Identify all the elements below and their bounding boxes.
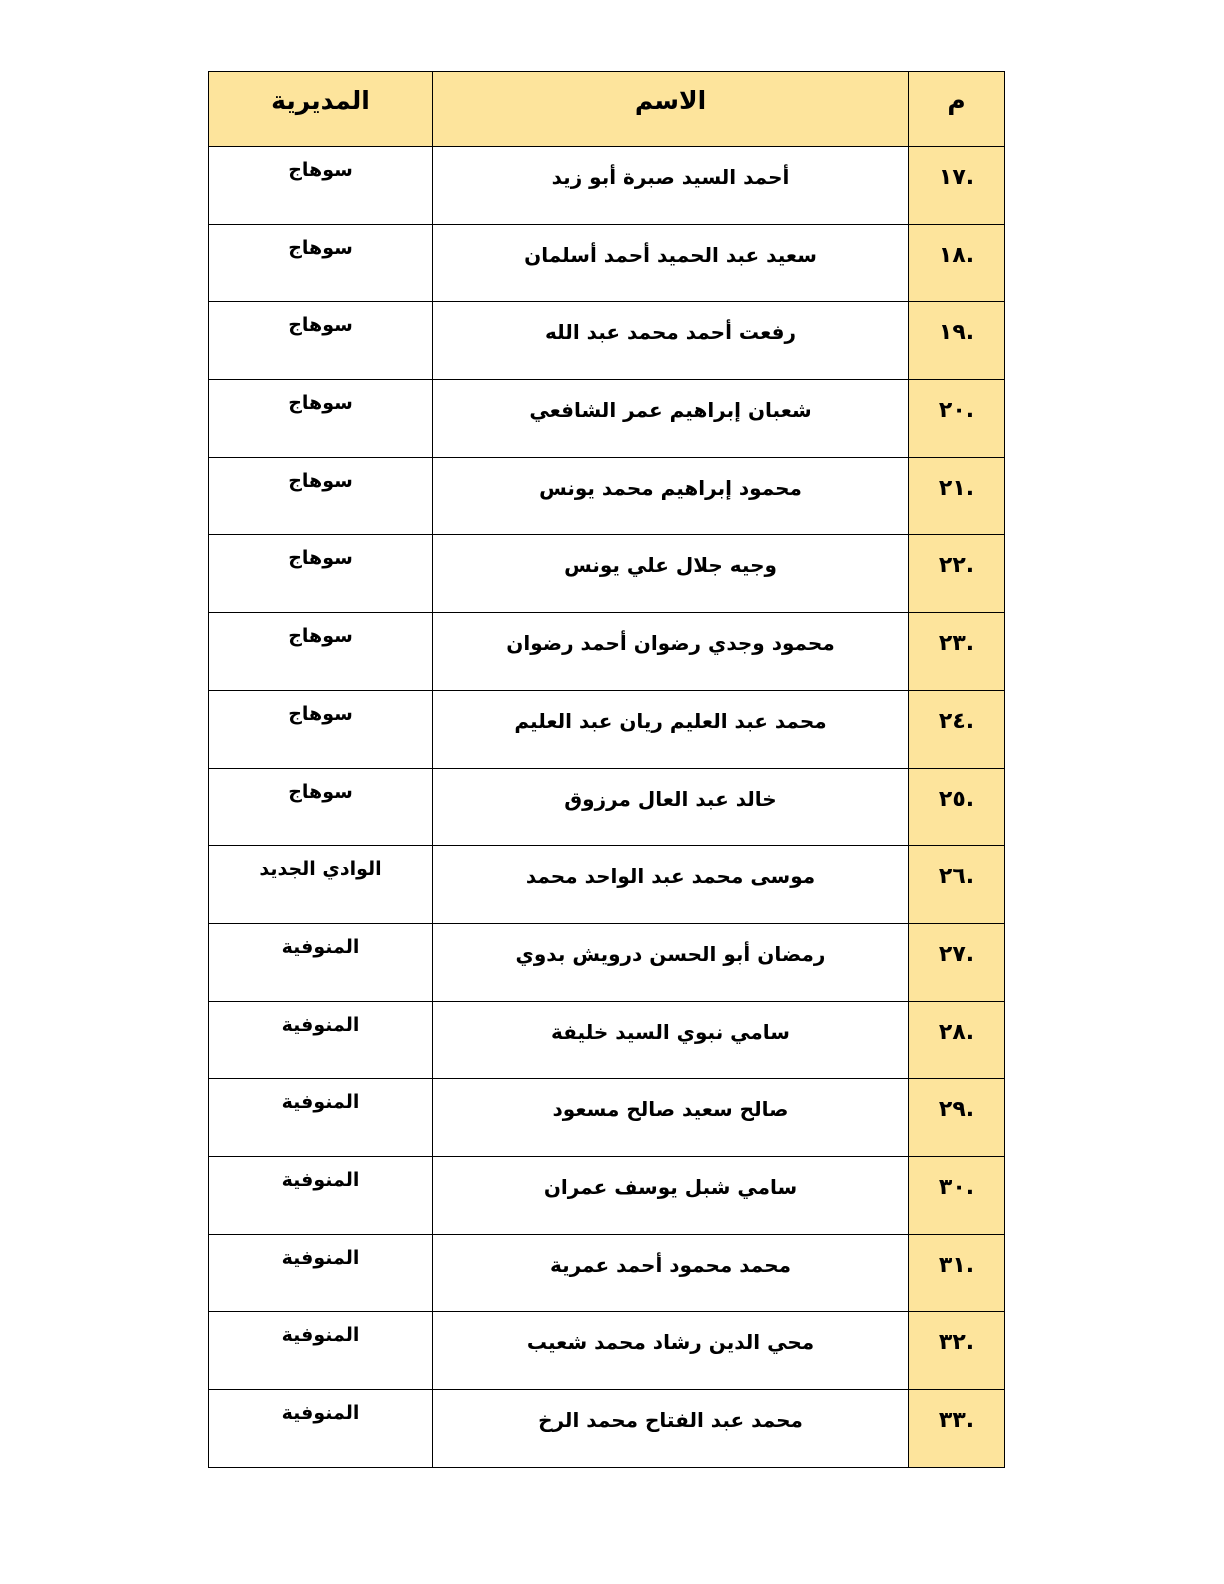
row-number: .١٩ xyxy=(909,302,1005,380)
row-department: المنوفية xyxy=(209,1079,433,1157)
table-row xyxy=(209,846,1005,924)
names-table-container xyxy=(208,71,1004,1468)
row-number: .٣٠ xyxy=(909,1156,1005,1234)
row-name: محمد عبد العليم ريان عبد العليم xyxy=(433,690,909,768)
row-name: شعبان إبراهيم عمر الشافعي xyxy=(433,380,909,458)
row-name: موسى محمد عبد الواحد محمد xyxy=(433,846,909,924)
row-number: .٢١ xyxy=(909,457,1005,535)
row-number: .٢٩ xyxy=(909,1079,1005,1157)
row-name: محي الدين رشاد محمد شعيب xyxy=(433,1312,909,1390)
table-row xyxy=(209,1312,1005,1390)
row-department: سوهاج xyxy=(209,302,433,380)
table-row xyxy=(209,1079,1005,1157)
table-header-row xyxy=(209,72,1005,147)
row-number: .١٨ xyxy=(909,224,1005,302)
row-number: .٢٧ xyxy=(909,923,1005,1001)
row-department: المنوفية xyxy=(209,1156,433,1234)
row-number: .٢٨ xyxy=(909,1001,1005,1079)
table-row xyxy=(209,224,1005,302)
table-row xyxy=(209,535,1005,613)
table-row xyxy=(209,1001,1005,1079)
row-name: أحمد السيد صبرة أبو زيد xyxy=(433,147,909,225)
row-department: سوهاج xyxy=(209,613,433,691)
row-department: سوهاج xyxy=(209,224,433,302)
row-name: صالح سعيد صالح مسعود xyxy=(433,1079,909,1157)
header-name: الاسم xyxy=(433,72,909,147)
table-row xyxy=(209,1234,1005,1312)
row-department: سوهاج xyxy=(209,690,433,768)
row-name: خالد عبد العال مرزوق xyxy=(433,768,909,846)
table-body xyxy=(209,147,1005,1468)
row-number: .٢٤ xyxy=(909,690,1005,768)
row-number: .٣٣ xyxy=(909,1390,1005,1468)
row-department: المنوفية xyxy=(209,1390,433,1468)
row-department: الوادي الجديد xyxy=(209,846,433,924)
table-row xyxy=(209,690,1005,768)
table-row xyxy=(209,768,1005,846)
row-number: .٢٢ xyxy=(909,535,1005,613)
row-department: سوهاج xyxy=(209,380,433,458)
table-row xyxy=(209,613,1005,691)
row-department: المنوفية xyxy=(209,1001,433,1079)
row-number: .٢٦ xyxy=(909,846,1005,924)
row-name: سامي نبوي السيد خليفة xyxy=(433,1001,909,1079)
table-row xyxy=(209,302,1005,380)
row-name: وجيه جلال علي يونس xyxy=(433,535,909,613)
row-name: رفعت أحمد محمد عبد الله xyxy=(433,302,909,380)
row-department: المنوفية xyxy=(209,1234,433,1312)
table-row xyxy=(209,1156,1005,1234)
row-number: .٣٢ xyxy=(909,1312,1005,1390)
row-name: رمضان أبو الحسن درويش بدوي xyxy=(433,923,909,1001)
row-department: سوهاج xyxy=(209,147,433,225)
row-name: محمود وجدي رضوان أحمد رضوان xyxy=(433,613,909,691)
table-row xyxy=(209,923,1005,1001)
row-department: سوهاج xyxy=(209,535,433,613)
table-row xyxy=(209,457,1005,535)
header-department: المديرية xyxy=(209,72,433,147)
row-department: المنوفية xyxy=(209,1312,433,1390)
row-name: محمود إبراهيم محمد يونس xyxy=(433,457,909,535)
row-name: محمد عبد الفتاح محمد الرخ xyxy=(433,1390,909,1468)
row-name: سعيد عبد الحميد أحمد أسلمان xyxy=(433,224,909,302)
table-row xyxy=(209,147,1005,225)
row-number: .٢٥ xyxy=(909,768,1005,846)
header-number: م xyxy=(909,72,1005,147)
names-table xyxy=(208,71,1005,1468)
row-name: محمد محمود أحمد عمرية xyxy=(433,1234,909,1312)
row-department: سوهاج xyxy=(209,457,433,535)
row-number: .٢٣ xyxy=(909,613,1005,691)
row-number: .١٧ xyxy=(909,147,1005,225)
row-department: المنوفية xyxy=(209,923,433,1001)
row-number: .٢٠ xyxy=(909,380,1005,458)
row-name: سامي شبل يوسف عمران xyxy=(433,1156,909,1234)
row-department: سوهاج xyxy=(209,768,433,846)
table-row xyxy=(209,380,1005,458)
table-row xyxy=(209,1390,1005,1468)
row-number: .٣١ xyxy=(909,1234,1005,1312)
